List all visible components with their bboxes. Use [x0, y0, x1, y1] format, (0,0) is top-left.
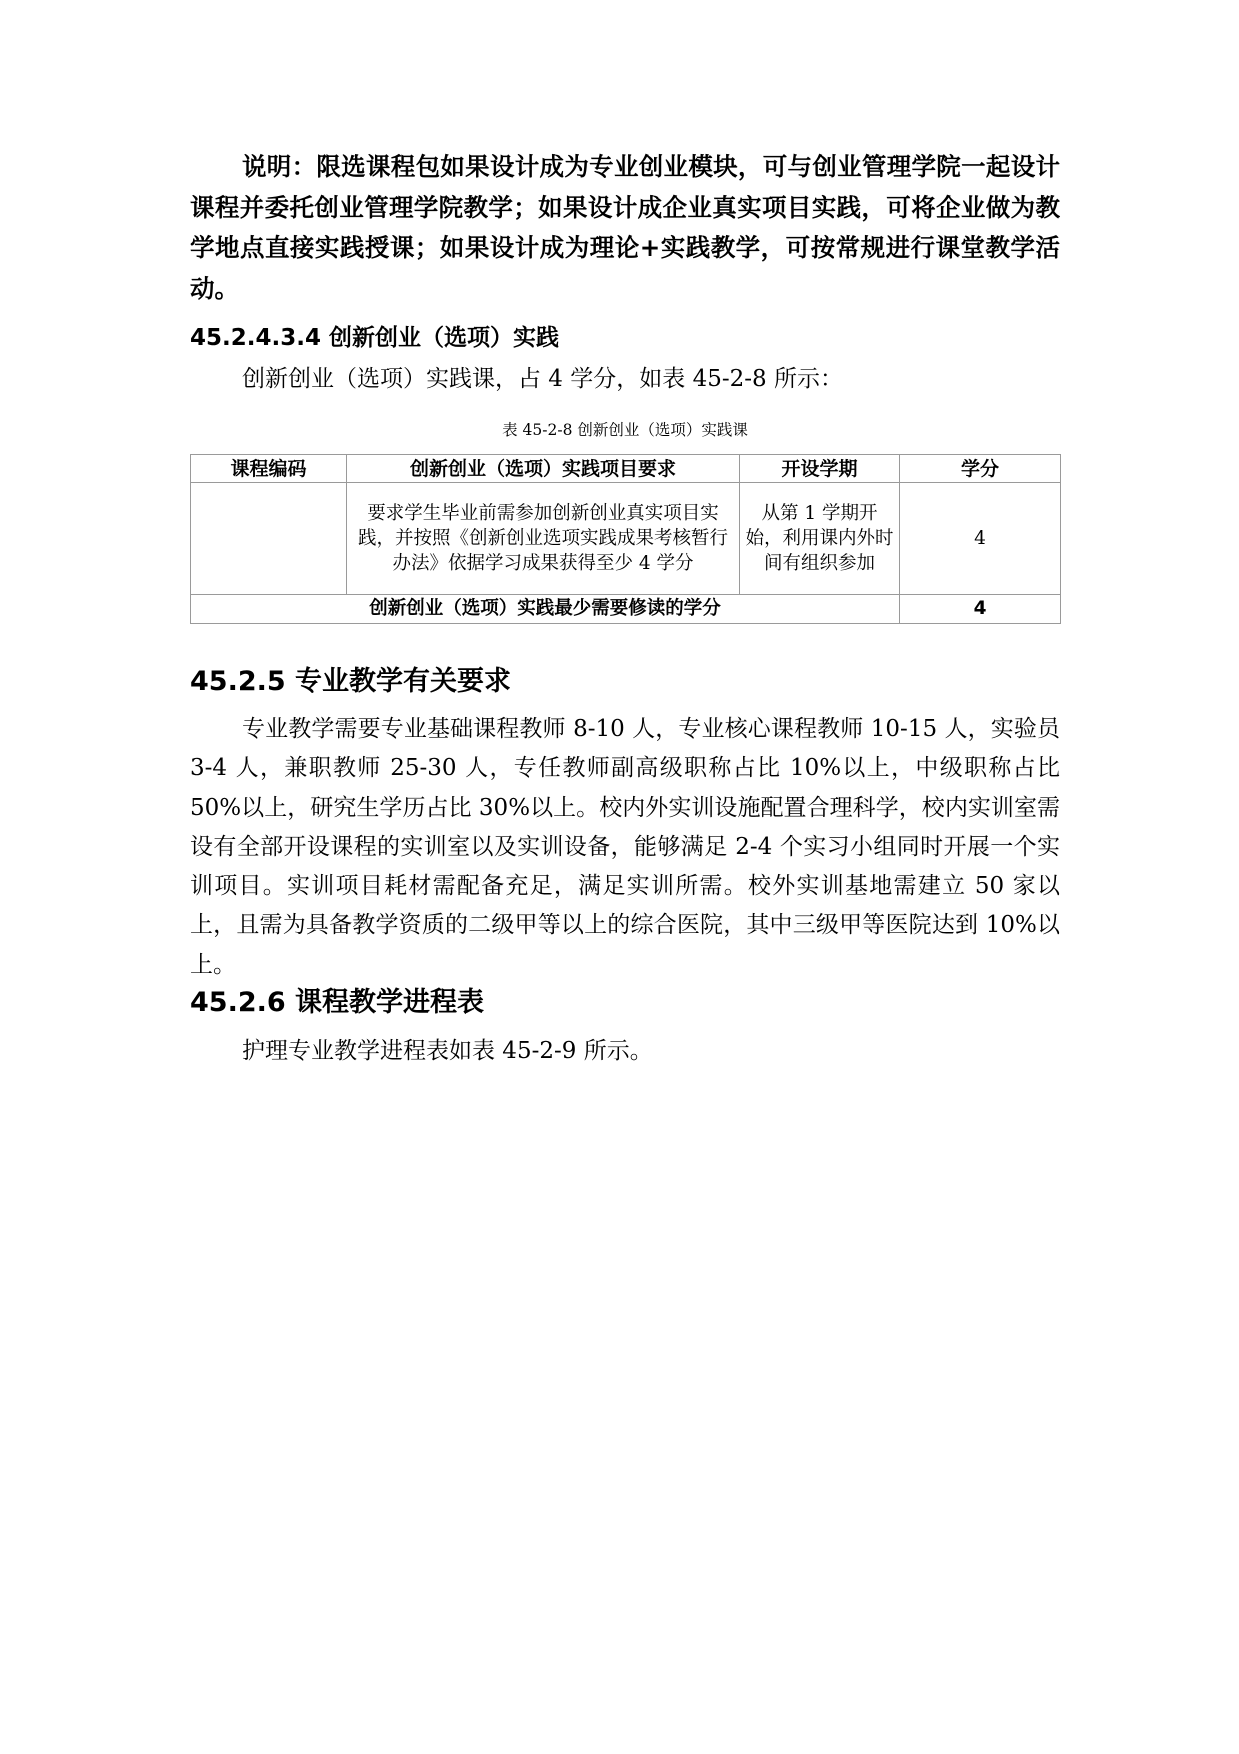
header-project-requirement: 创新创业（选项）实践项目要求 — [347, 455, 740, 483]
section-intro-paragraph: 创新创业（选项）实践课，占 4 学分，如表 45-2-8 所示： — [242, 366, 843, 392]
section-heading-45-2-4-3-4: 45.2.4.3.4 创新创业（选项）实践 — [190, 325, 559, 351]
section-heading-45-2-6: 45.2.6 课程教学进程表 — [190, 987, 485, 1018]
cell-course-code — [191, 483, 347, 595]
header-term: 开设学期 — [740, 455, 900, 483]
cell-term: 从第 1 学期开始，利用课内外时间有组织参加 — [740, 483, 900, 595]
cell-credit: 4 — [900, 483, 1061, 595]
header-course-code: 课程编码 — [191, 455, 347, 483]
section-5-body-paragraph: 专业教学需要专业基础课程教师 8-10 人，专业核心课程教师 10-15 人，实验员 3-4 人，兼职教师 25-30 人，专任教师副高级职称占比 10%以上，中级职称占比 50%以上，研究生学历占比 30%以上。校内外实训设施配置合理科学，校内实训室需设有全部开设课程的实训室以及实训设备，能够满足 2-4 个实习小组同时开展一个实训项目。实训项目耗材需配备充足，满足实训所需。校外实训基地需建立 50 家以上，且需为具备教学资质的二级甲等以上的综合医院，其中三级甲等医院达到 10%以上。 — [190, 716, 1060, 978]
table-total-row — [191, 595, 1061, 624]
section-6-body-paragraph: 护理专业教学进程表如表 45-2-9 所示。 — [242, 1038, 653, 1064]
practice-course-table — [190, 454, 1061, 624]
header-credit: 学分 — [900, 455, 1061, 483]
section-heading-45-2-5: 45.2.5 专业教学有关要求 — [190, 666, 512, 697]
cell-project-requirement: 要求学生毕业前需参加创新创业真实项目实践，并按照《创新创业选项实践成果考核暂行办法》依据学习成果获得至少 4 学分 — [347, 483, 740, 595]
note-paragraph: 说明：限选课程包如果设计成为专业创业模块，可与创业管理学院一起设计课程并委托创业管理学院教学；如果设计成企业真实项目实践，可将企业做为教学地点直接实践授课；如果设计成为理论+实践教学，可按常规进行课堂教学活动。 — [190, 152, 1060, 303]
table-row — [191, 483, 1061, 595]
cell-total-value: 4 — [900, 595, 1061, 624]
table-caption: 表 45-2-8 创新创业（选项）实践课 — [502, 421, 748, 439]
cell-total-label: 创新创业（选项）实践最少需要修读的学分 — [191, 595, 900, 624]
table-header-row — [191, 455, 1061, 483]
